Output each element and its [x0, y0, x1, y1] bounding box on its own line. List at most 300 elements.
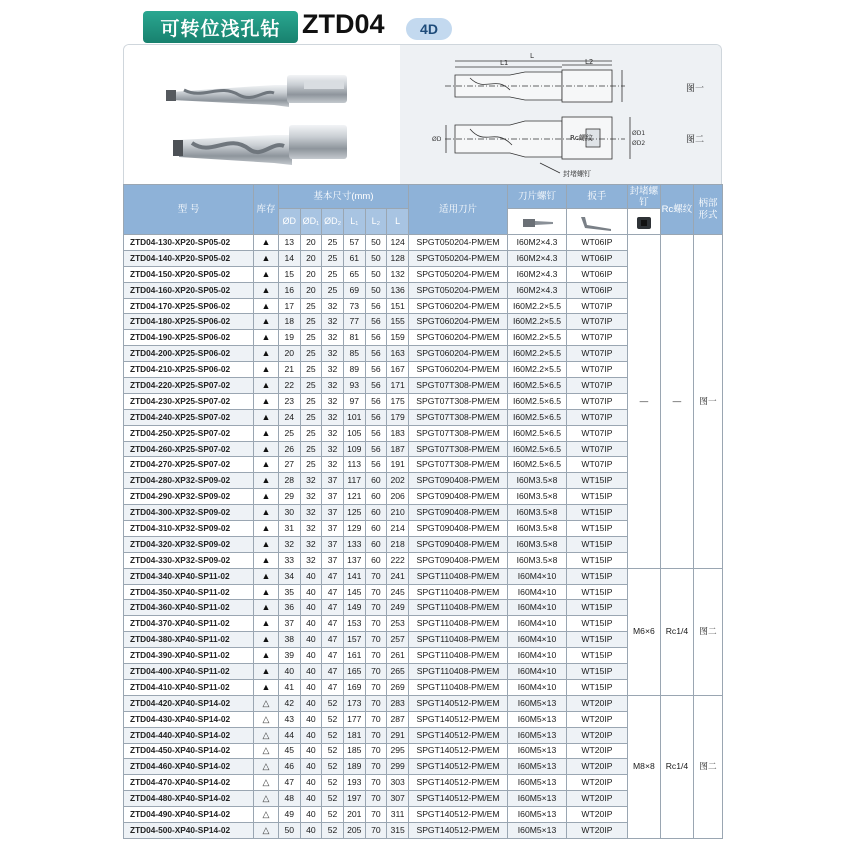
figure-panel — [123, 44, 722, 185]
cell-screw: I60M2.5×6.5 — [508, 393, 567, 409]
cell-screw: I60M4×10 — [508, 679, 567, 695]
cell-d2: 32 — [322, 425, 344, 441]
cell-l1: 173 — [343, 695, 365, 711]
cell-model: ZTD04-340-XP40-SP11-02 — [124, 568, 254, 584]
cell-stock: ▲ — [254, 378, 279, 394]
cell-d: 16 — [278, 282, 300, 298]
cell-insert: SPGT050204-PM/EM — [408, 235, 507, 251]
cell-d1: 20 — [300, 250, 322, 266]
cell-l2: 50 — [365, 250, 387, 266]
cell-model: ZTD04-200-XP25-SP06-02 — [124, 346, 254, 362]
cell-model: ZTD04-280-XP32-SP09-02 — [124, 473, 254, 489]
cell-screw: I60M2.2×5.5 — [508, 298, 567, 314]
cell-insert: SPGT090408-PM/EM — [408, 489, 507, 505]
fig2-label: 图二 — [686, 135, 705, 145]
cell-d2: 52 — [322, 727, 344, 743]
plug-icon-cell — [627, 209, 660, 235]
cell-screw: I60M2×4.3 — [508, 250, 567, 266]
cell-d2: 47 — [322, 568, 344, 584]
cell-model: ZTD04-310-XP32-SP09-02 — [124, 521, 254, 537]
drill-photo-1 — [166, 75, 347, 107]
cell-model: ZTD04-270-XP25-SP07-02 — [124, 457, 254, 473]
cell-screw: I60M2.2×5.5 — [508, 362, 567, 378]
cell-group-rc: — — [660, 235, 693, 569]
cell-screw: I60M3.5×8 — [508, 473, 567, 489]
cell-screw: I60M4×10 — [508, 584, 567, 600]
cell-l1: 149 — [343, 600, 365, 616]
cell-screw: I60M5×13 — [508, 775, 567, 791]
cell-d: 43 — [278, 711, 300, 727]
cell-screw: I60M2.5×6.5 — [508, 409, 567, 425]
cell-screw: I60M4×10 — [508, 664, 567, 680]
cell-l2: 70 — [365, 743, 387, 759]
cell-l1: 125 — [343, 505, 365, 521]
cell-l1: 117 — [343, 473, 365, 489]
rc-thread-label: Rc螺纹 — [570, 134, 593, 142]
cell-d: 47 — [278, 775, 300, 791]
cell-stock: ▲ — [254, 632, 279, 648]
cell-d2: 52 — [322, 695, 344, 711]
cell-model: ZTD04-470-XP40-SP14-02 — [124, 775, 254, 791]
cell-l: 210 — [387, 505, 409, 521]
cell-d: 50 — [278, 822, 300, 838]
cell-l: 191 — [387, 457, 409, 473]
cell-model: ZTD04-180-XP25-SP06-02 — [124, 314, 254, 330]
cell-stock: ▲ — [254, 314, 279, 330]
cell-d1: 25 — [300, 457, 322, 473]
cell-d1: 32 — [300, 521, 322, 537]
cell-d2: 32 — [322, 457, 344, 473]
dim-l2-text: L2 — [585, 58, 594, 66]
cell-l1: 157 — [343, 632, 365, 648]
cell-stock: ▲ — [254, 536, 279, 552]
cell-l: 261 — [387, 648, 409, 664]
cell-d: 39 — [278, 648, 300, 664]
cell-d: 14 — [278, 250, 300, 266]
cell-d1: 40 — [300, 743, 322, 759]
cell-model: ZTD04-300-XP32-SP09-02 — [124, 505, 254, 521]
cell-model: ZTD04-190-XP25-SP06-02 — [124, 330, 254, 346]
cell-insert: SPGT060204-PM/EM — [408, 362, 507, 378]
cell-model: ZTD04-450-XP40-SP14-02 — [124, 743, 254, 759]
wrench-icon — [575, 213, 619, 233]
cell-insert: SPGT110408-PM/EM — [408, 664, 507, 680]
cell-l2: 70 — [365, 568, 387, 584]
cell-insert: SPGT050204-PM/EM — [408, 266, 507, 282]
cell-group-plug: — — [627, 235, 660, 569]
cell-insert: SPGT140512-PM/EM — [408, 775, 507, 791]
cell-d: 42 — [278, 695, 300, 711]
cell-l: 257 — [387, 632, 409, 648]
cell-wrench: WT15IP — [566, 632, 627, 648]
cell-d1: 40 — [300, 664, 322, 680]
cell-l: 155 — [387, 314, 409, 330]
cell-wrench: WT07IP — [566, 425, 627, 441]
cell-d2: 37 — [322, 536, 344, 552]
cell-l: 163 — [387, 346, 409, 362]
header-d1: ØD₁ — [300, 209, 322, 235]
cell-wrench: WT20IP — [566, 695, 627, 711]
cell-l: 183 — [387, 425, 409, 441]
cell-d1: 40 — [300, 727, 322, 743]
cell-l1: 77 — [343, 314, 365, 330]
cell-d1: 25 — [300, 441, 322, 457]
cell-l1: 73 — [343, 298, 365, 314]
cell-wrench: WT07IP — [566, 314, 627, 330]
cell-d: 23 — [278, 393, 300, 409]
title-badge: 可转位浅孔钻 — [143, 11, 298, 43]
cell-d1: 20 — [300, 282, 322, 298]
cell-insert: SPGT090408-PM/EM — [408, 473, 507, 489]
cell-d: 27 — [278, 457, 300, 473]
cell-screw: I60M3.5×8 — [508, 489, 567, 505]
cell-l: 175 — [387, 393, 409, 409]
cell-insert: SPGT110408-PM/EM — [408, 600, 507, 616]
cell-l2: 56 — [365, 378, 387, 394]
cell-l1: 97 — [343, 393, 365, 409]
cell-insert: SPGT07T308-PM/EM — [408, 378, 507, 394]
cell-d2: 37 — [322, 473, 344, 489]
cell-model: ZTD04-350-XP40-SP11-02 — [124, 584, 254, 600]
screw-icon-cell — [508, 209, 567, 235]
cell-d2: 47 — [322, 600, 344, 616]
cell-l2: 70 — [365, 727, 387, 743]
cell-l1: 201 — [343, 807, 365, 823]
cell-screw: I60M4×10 — [508, 648, 567, 664]
cell-insert: SPGT090408-PM/EM — [408, 552, 507, 568]
cell-l: 151 — [387, 298, 409, 314]
cell-stock: △ — [254, 727, 279, 743]
cell-l: 249 — [387, 600, 409, 616]
cell-screw: I60M5×13 — [508, 822, 567, 838]
cell-d2: 32 — [322, 346, 344, 362]
cell-l1: 57 — [343, 235, 365, 251]
cell-screw: I60M3.5×8 — [508, 552, 567, 568]
cell-stock: ▲ — [254, 505, 279, 521]
cell-stock: △ — [254, 791, 279, 807]
cell-d: 32 — [278, 536, 300, 552]
cell-l1: 109 — [343, 441, 365, 457]
cell-d2: 32 — [322, 298, 344, 314]
cell-d: 21 — [278, 362, 300, 378]
cell-d2: 47 — [322, 584, 344, 600]
product-photos — [124, 45, 400, 185]
cell-d: 41 — [278, 679, 300, 695]
dim-d2-text: ØD2 — [632, 140, 646, 147]
cell-wrench: WT07IP — [566, 346, 627, 362]
cell-insert: SPGT050204-PM/EM — [408, 282, 507, 298]
cell-l: 269 — [387, 679, 409, 695]
header-plug — [627, 185, 660, 209]
cell-screw: I60M2.5×6.5 — [508, 425, 567, 441]
cell-wrench: WT15IP — [566, 616, 627, 632]
cell-l2: 70 — [365, 584, 387, 600]
cell-d1: 25 — [300, 409, 322, 425]
cell-l: 187 — [387, 441, 409, 457]
cell-group-rc: Rc1/4 — [660, 568, 693, 695]
cell-group-plug: M6×6 — [627, 568, 660, 695]
cell-d: 19 — [278, 330, 300, 346]
cell-d2: 52 — [322, 775, 344, 791]
cell-model: ZTD04-130-XP20-SP05-02 — [124, 235, 254, 251]
cell-model: ZTD04-500-XP40-SP14-02 — [124, 822, 254, 838]
cell-insert: SPGT110408-PM/EM — [408, 568, 507, 584]
cell-wrench: WT20IP — [566, 775, 627, 791]
cell-model: ZTD04-410-XP40-SP11-02 — [124, 679, 254, 695]
cell-wrench: WT15IP — [566, 648, 627, 664]
cell-l2: 70 — [365, 600, 387, 616]
cell-insert: SPGT140512-PM/EM — [408, 807, 507, 823]
cell-wrench: WT07IP — [566, 409, 627, 425]
cell-wrench: WT20IP — [566, 743, 627, 759]
cell-d1: 20 — [300, 266, 322, 282]
cell-l: 245 — [387, 584, 409, 600]
table-row — [124, 695, 723, 711]
cell-stock: ▲ — [254, 457, 279, 473]
header-rc-label: Rc螺纹 — [661, 203, 693, 215]
cell-l1: 205 — [343, 822, 365, 838]
cell-stock: ▲ — [254, 473, 279, 489]
cell-screw: I60M4×10 — [508, 616, 567, 632]
cell-screw: I60M5×13 — [508, 727, 567, 743]
cell-screw: I60M5×13 — [508, 759, 567, 775]
cell-d: 29 — [278, 489, 300, 505]
cell-screw: I60M2.2×5.5 — [508, 330, 567, 346]
cell-l: 218 — [387, 536, 409, 552]
technical-drawing — [400, 45, 722, 185]
cell-model: ZTD04-430-XP40-SP14-02 — [124, 711, 254, 727]
header-wrench-label: 扳手 — [587, 191, 607, 202]
cell-screw: I60M4×10 — [508, 632, 567, 648]
cell-d1: 40 — [300, 759, 322, 775]
drill-photos-image — [124, 45, 400, 185]
cell-l1: 141 — [343, 568, 365, 584]
cell-d1: 25 — [300, 393, 322, 409]
cell-d: 40 — [278, 664, 300, 680]
cell-l2: 56 — [365, 441, 387, 457]
header-d: ØD — [278, 209, 300, 235]
cell-d1: 25 — [300, 425, 322, 441]
cell-l: 136 — [387, 282, 409, 298]
header-l: L — [387, 209, 409, 235]
cell-l2: 56 — [365, 409, 387, 425]
cell-stock: △ — [254, 743, 279, 759]
cell-insert: SPGT110408-PM/EM — [408, 616, 507, 632]
header-shank-label: 柄部形式 — [698, 197, 718, 221]
cell-d: 28 — [278, 473, 300, 489]
cell-d2: 47 — [322, 616, 344, 632]
spec-table — [123, 184, 723, 839]
cell-stock: ▲ — [254, 521, 279, 537]
dim-d-text: ØD — [432, 136, 442, 143]
cell-l2: 70 — [365, 759, 387, 775]
cell-insert: SPGT07T308-PM/EM — [408, 409, 507, 425]
cell-d1: 40 — [300, 822, 322, 838]
header-l1: L₁ — [343, 209, 365, 235]
cell-wrench: WT07IP — [566, 393, 627, 409]
cell-l1: 133 — [343, 536, 365, 552]
cell-d: 49 — [278, 807, 300, 823]
cell-model: ZTD04-460-XP40-SP14-02 — [124, 759, 254, 775]
cell-wrench: WT06IP — [566, 250, 627, 266]
cell-screw: I60M2.5×6.5 — [508, 378, 567, 394]
cell-stock: ▲ — [254, 679, 279, 695]
cell-d1: 40 — [300, 648, 322, 664]
cell-wrench: WT15IP — [566, 679, 627, 695]
cell-d1: 25 — [300, 378, 322, 394]
cell-d: 17 — [278, 298, 300, 314]
cell-d: 48 — [278, 791, 300, 807]
cell-d: 33 — [278, 552, 300, 568]
cell-l: 171 — [387, 378, 409, 394]
cell-d1: 20 — [300, 235, 322, 251]
cell-group-rc: Rc1/4 — [660, 695, 693, 838]
cell-wrench: WT15IP — [566, 536, 627, 552]
cell-l1: 121 — [343, 489, 365, 505]
cell-l2: 70 — [365, 711, 387, 727]
cell-screw: I60M2.2×5.5 — [508, 346, 567, 362]
cell-d: 13 — [278, 235, 300, 251]
cell-model: ZTD04-170-XP25-SP06-02 — [124, 298, 254, 314]
cell-wrench: WT20IP — [566, 711, 627, 727]
cell-insert: SPGT140512-PM/EM — [408, 822, 507, 838]
cell-l1: 161 — [343, 648, 365, 664]
cell-l: 202 — [387, 473, 409, 489]
cell-insert: SPGT090408-PM/EM — [408, 521, 507, 537]
cell-l2: 70 — [365, 822, 387, 838]
cell-d2: 25 — [322, 250, 344, 266]
cell-wrench: WT15IP — [566, 521, 627, 537]
cell-stock: ▲ — [254, 664, 279, 680]
cell-d1: 25 — [300, 314, 322, 330]
cell-screw: I60M5×13 — [508, 695, 567, 711]
cell-model: ZTD04-230-XP25-SP07-02 — [124, 393, 254, 409]
cell-wrench: WT07IP — [566, 457, 627, 473]
cell-l2: 70 — [365, 807, 387, 823]
cell-l: 206 — [387, 489, 409, 505]
cell-l: 222 — [387, 552, 409, 568]
cell-d2: 25 — [322, 235, 344, 251]
cell-stock: ▲ — [254, 648, 279, 664]
cell-insert: SPGT140512-PM/EM — [408, 711, 507, 727]
cell-l: 295 — [387, 743, 409, 759]
cell-d2: 32 — [322, 378, 344, 394]
cell-l2: 56 — [365, 362, 387, 378]
cell-model: ZTD04-240-XP25-SP07-02 — [124, 409, 254, 425]
cell-d1: 40 — [300, 775, 322, 791]
product-code: ZTD04 — [302, 9, 385, 39]
cell-wrench: WT06IP — [566, 282, 627, 298]
cell-d1: 40 — [300, 807, 322, 823]
header-wrench — [566, 185, 627, 209]
cell-l1: 177 — [343, 711, 365, 727]
cell-d2: 32 — [322, 314, 344, 330]
cell-stock: ▲ — [254, 346, 279, 362]
table-row — [124, 235, 723, 251]
cell-l2: 70 — [365, 632, 387, 648]
cell-d2: 37 — [322, 521, 344, 537]
cell-wrench: WT06IP — [566, 266, 627, 282]
cell-d2: 47 — [322, 664, 344, 680]
cell-model: ZTD04-160-XP20-SP05-02 — [124, 282, 254, 298]
cell-group-shank: 图二 — [693, 695, 722, 838]
cell-d: 34 — [278, 568, 300, 584]
cell-l2: 70 — [365, 616, 387, 632]
cell-model: ZTD04-490-XP40-SP14-02 — [124, 807, 254, 823]
plug-screw-label: 封堵螺钉 — [563, 170, 591, 178]
cell-wrench: WT20IP — [566, 791, 627, 807]
cell-d: 31 — [278, 521, 300, 537]
cell-wrench: WT15IP — [566, 473, 627, 489]
cell-l2: 60 — [365, 489, 387, 505]
cell-d2: 37 — [322, 552, 344, 568]
cell-l2: 56 — [365, 346, 387, 362]
cell-wrench: WT15IP — [566, 568, 627, 584]
cell-l2: 70 — [365, 648, 387, 664]
cell-model: ZTD04-390-XP40-SP11-02 — [124, 648, 254, 664]
cell-stock: ▲ — [254, 568, 279, 584]
dimension-drawing — [400, 45, 722, 185]
cell-d1: 40 — [300, 632, 322, 648]
cell-model: ZTD04-210-XP25-SP06-02 — [124, 362, 254, 378]
cell-wrench: WT20IP — [566, 822, 627, 838]
cell-d: 18 — [278, 314, 300, 330]
cell-stock: ▲ — [254, 282, 279, 298]
cell-d: 38 — [278, 632, 300, 648]
cell-screw: I60M2×4.3 — [508, 266, 567, 282]
cell-model: ZTD04-140-XP20-SP05-02 — [124, 250, 254, 266]
cell-d2: 47 — [322, 648, 344, 664]
cell-l2: 70 — [365, 695, 387, 711]
fig1-label: 图一 — [686, 84, 705, 94]
cell-model: ZTD04-150-XP20-SP05-02 — [124, 266, 254, 282]
cell-l1: 105 — [343, 425, 365, 441]
cell-d2: 32 — [322, 393, 344, 409]
dim-d1-text: ØD1 — [632, 130, 646, 137]
cell-stock: ▲ — [254, 616, 279, 632]
cell-stock: △ — [254, 711, 279, 727]
header-shank — [693, 185, 722, 235]
cell-wrench: WT07IP — [566, 330, 627, 346]
cell-l1: 89 — [343, 362, 365, 378]
cell-l1: 81 — [343, 330, 365, 346]
cell-model: ZTD04-330-XP32-SP09-02 — [124, 552, 254, 568]
cell-d2: 52 — [322, 791, 344, 807]
cell-screw: I60M3.5×8 — [508, 521, 567, 537]
cell-stock: ▲ — [254, 235, 279, 251]
cell-model: ZTD04-250-XP25-SP07-02 — [124, 425, 254, 441]
cell-d1: 40 — [300, 679, 322, 695]
cell-d1: 40 — [300, 616, 322, 632]
cell-screw: I60M4×10 — [508, 600, 567, 616]
cell-d: 26 — [278, 441, 300, 457]
header-screw — [508, 185, 567, 209]
plug-screw-icon — [633, 213, 655, 233]
cell-wrench: WT20IP — [566, 807, 627, 823]
cell-l2: 56 — [365, 330, 387, 346]
cell-screw: I60M3.5×8 — [508, 536, 567, 552]
cell-l1: 197 — [343, 791, 365, 807]
cell-stock: ▲ — [254, 409, 279, 425]
header-basic-dims: 基本尺寸(mm) — [278, 185, 408, 209]
cell-wrench: WT07IP — [566, 298, 627, 314]
cell-screw: I60M5×13 — [508, 807, 567, 823]
cell-l2: 70 — [365, 664, 387, 680]
cell-insert: SPGT07T308-PM/EM — [408, 425, 507, 441]
cell-d: 45 — [278, 743, 300, 759]
cell-insert: SPGT110408-PM/EM — [408, 679, 507, 695]
cell-l2: 56 — [365, 298, 387, 314]
